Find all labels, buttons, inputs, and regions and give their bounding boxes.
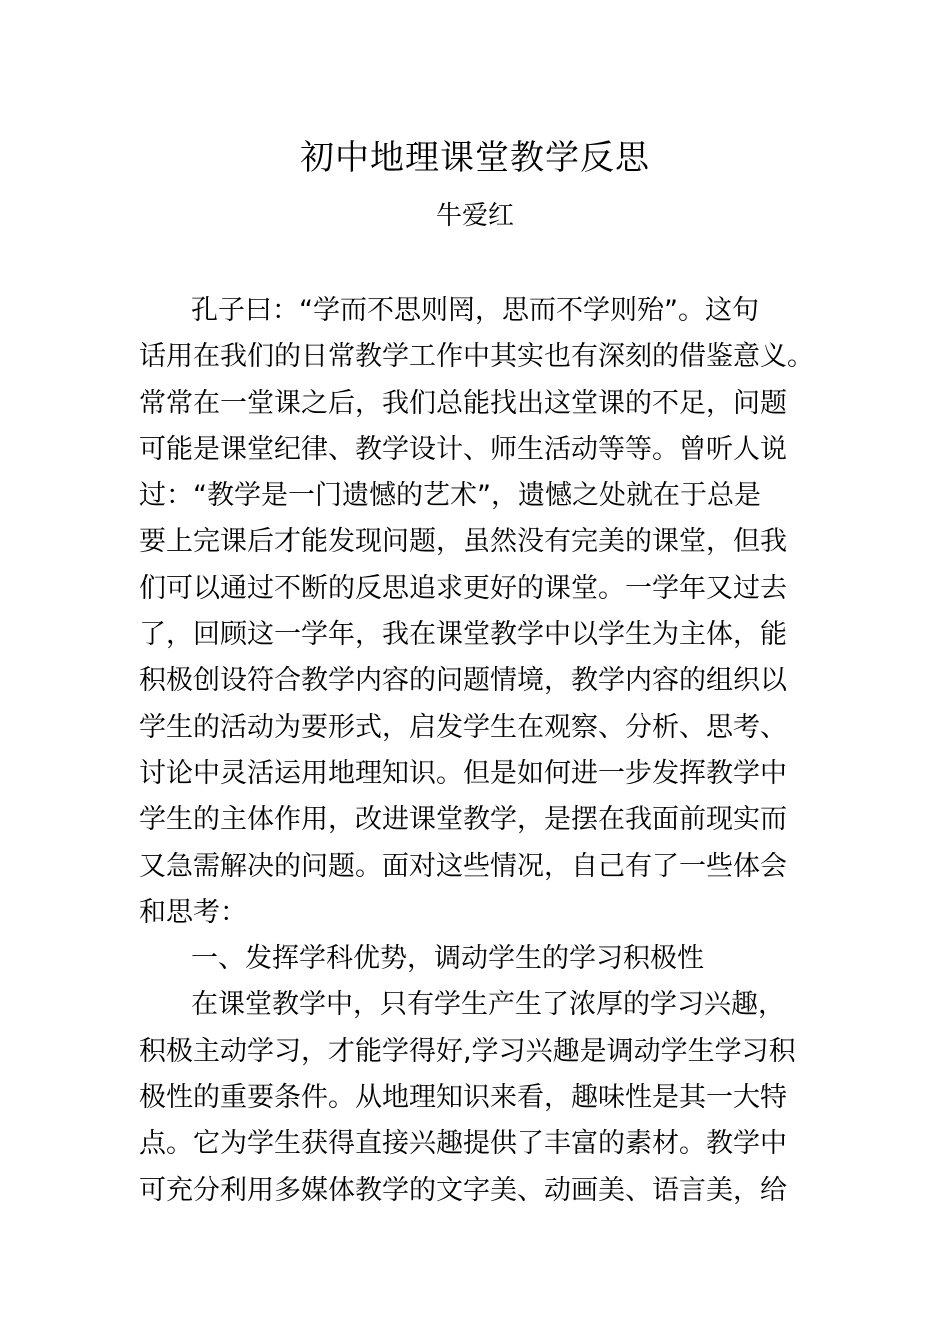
- text-line: 在课堂教学中，只有学生产生了浓厚的学习兴趣，: [191, 989, 785, 1021]
- text-line: 极性的重要条件。从地理知识来看，趣味性是其一大特: [139, 1082, 787, 1114]
- text-line: 孔子曰：“学而不思则罔，思而不学则殆”。这句: [191, 295, 759, 326]
- text-line: 又急需解决的问题。面对这些情况，自己有了一些体会: [139, 850, 787, 882]
- text-line: 积极主动学习，才能学得好,学习兴趣是调动学生学习积: [139, 1035, 796, 1067]
- text-line: 积极创设符合教学内容的问题情境，教学内容的组织以: [139, 665, 787, 697]
- text-line: 学生的活动为要形式，启发学生在观察、分析、思考、: [139, 711, 787, 743]
- section-heading: 一、发挥学科优势，调动学生的学习积极性: [191, 943, 704, 975]
- text-line: 要上完课后才能发现问题，虽然没有完美的课堂，但我: [139, 526, 787, 558]
- document-title: 初中地理课堂教学反思: [300, 138, 650, 178]
- text-line: 了，回顾这一学年，我在课堂教学中以学生为主体，能: [139, 619, 787, 651]
- text-line: 常常在一堂课之后，我们总能找出这堂课的不足，问题: [139, 387, 787, 419]
- text-line: 可能是课堂纪律、教学设计、师生活动等等。曾听人说: [139, 433, 787, 465]
- text-line: 学生的主体作用，改进课堂教学，是摆在我面前现实而: [139, 804, 787, 836]
- text-line: 讨论中灵活运用地理知识。但是如何进一步发挥教学中: [139, 757, 787, 789]
- text-line: 可充分利用多媒体教学的文字美、动画美、语言美，给: [139, 1174, 787, 1206]
- text-line: 和思考：: [139, 896, 247, 928]
- text-line: 点。它为学生获得直接兴趣提供了丰富的素材。教学中: [139, 1128, 787, 1160]
- text-line: 话用在我们的日常教学工作中其实也有深刻的借鉴意义。: [139, 341, 814, 373]
- document-body: [139, 288, 829, 1214]
- document-author: 牛爱红: [435, 201, 514, 231]
- text-line: 们可以通过不断的反思追求更好的课堂。一学年又过去: [139, 572, 787, 604]
- text-line: 过：“教学是一门遗憾的艺术”，遗憾之处就在于总是: [139, 480, 761, 512]
